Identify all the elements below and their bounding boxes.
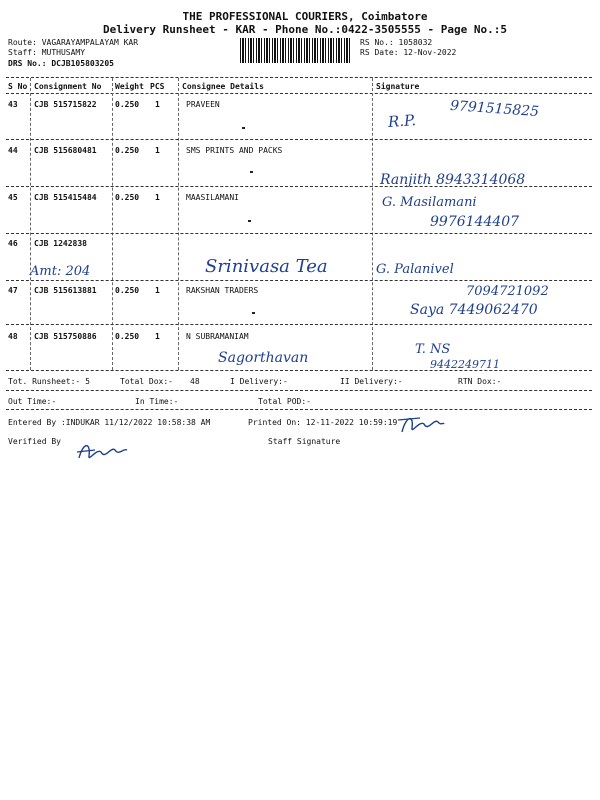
handwritten-phone: 7094721092 bbox=[466, 284, 549, 299]
pen-mark bbox=[248, 220, 251, 222]
staff-signature-scribble bbox=[396, 410, 446, 438]
handwritten-phone: 9976144407 bbox=[430, 214, 520, 230]
row-consignment: CJB 515613881 bbox=[34, 286, 97, 295]
handwritten-phone: 9791515825 bbox=[449, 97, 540, 121]
handwritten-signature: T. NS bbox=[415, 342, 451, 357]
out-time: Out Time:- bbox=[8, 397, 57, 406]
row-pcs: 1 bbox=[155, 193, 160, 202]
pen-mark bbox=[250, 171, 253, 173]
row-sno: 44 bbox=[8, 146, 18, 155]
pen-mark bbox=[252, 312, 255, 314]
row-consignment: CJB 515750886 bbox=[34, 332, 97, 341]
staff-label: Staff: MUTHUSAMY bbox=[8, 48, 86, 57]
col-divider bbox=[372, 78, 373, 370]
total-dox-label: Total Dox:- bbox=[120, 377, 173, 386]
row-consignee: SMS PRINTS AND PACKS bbox=[186, 146, 283, 155]
row-sno: 46 bbox=[8, 239, 18, 248]
total-pod: Total POD:- bbox=[258, 397, 311, 406]
tot-runsheet: Tot. Runsheet:- 5 bbox=[8, 377, 90, 386]
barcode bbox=[240, 38, 352, 63]
pen-mark bbox=[242, 127, 245, 129]
handwritten-signature: G. Masilamani bbox=[382, 195, 477, 210]
row-consignment: CJB 1242838 bbox=[34, 239, 87, 248]
drs-number: DRS No.: DCJB105803205 bbox=[8, 59, 114, 68]
col-divider bbox=[30, 78, 31, 370]
runsheet-title: Delivery Runsheet - KAR - Phone No.:0422-3505555 - Page No.:5 bbox=[103, 23, 507, 36]
handwritten-signature: G. Palanivel bbox=[376, 262, 454, 277]
handwritten-signature: Saya 7449062470 bbox=[410, 302, 538, 318]
table-bottom-rule bbox=[6, 370, 592, 371]
row-pcs: 1 bbox=[155, 100, 160, 109]
row-sno: 47 bbox=[8, 286, 18, 295]
handwritten-amount: Amt: 204 bbox=[30, 264, 91, 279]
rs-number: RS No.: 1058032 bbox=[360, 38, 433, 47]
verified-by: Verified By bbox=[8, 437, 61, 446]
row-sno: 48 bbox=[8, 332, 18, 341]
row-consignee: RAKSHAN TRADERS bbox=[186, 286, 259, 295]
row-weight: 0.250 bbox=[115, 286, 140, 295]
i-delivery: I Delivery:- bbox=[230, 377, 288, 386]
route-label: Route: VAGARAYAMPALAYAM KAR bbox=[8, 38, 139, 47]
row-consignee: MAASILAMANI bbox=[186, 193, 239, 202]
row-pcs: 1 bbox=[155, 146, 160, 155]
row-consignee: PRAVEEN bbox=[186, 100, 220, 109]
row-weight: 0.250 bbox=[115, 146, 140, 155]
entered-by: Entered By :INDUKAR 11/12/2022 10:58:38 AM bbox=[8, 418, 211, 427]
row-weight: 0.250 bbox=[115, 193, 140, 202]
row-rule bbox=[6, 139, 592, 140]
col-header-weight: Weight bbox=[115, 82, 144, 91]
row-pcs: 1 bbox=[155, 332, 160, 341]
handwritten-name: Srinivasa Tea bbox=[205, 256, 328, 277]
printed-on: Printed On: 12-11-2022 10:59:19 bbox=[248, 418, 398, 427]
row-pcs: 1 bbox=[155, 286, 160, 295]
col-header-consignee: Consignee Details bbox=[182, 82, 264, 91]
handwritten-signature: Sagorthavan bbox=[218, 350, 309, 366]
row-weight: 0.250 bbox=[115, 332, 140, 341]
col-header-consignment: Consignment No bbox=[34, 82, 102, 91]
row-consignment: CJB 515715822 bbox=[34, 100, 97, 109]
staff-signature-label: Staff Signature bbox=[268, 437, 341, 446]
handwritten-phone: 9442249711 bbox=[430, 358, 500, 371]
ii-delivery: II Delivery:- bbox=[340, 377, 403, 386]
rs-date: RS Date: 12-Nov-2022 bbox=[360, 48, 457, 57]
rtn-dox: RTN Dox:- bbox=[458, 377, 502, 386]
row-consignment: CJB 515680481 bbox=[34, 146, 97, 155]
col-divider bbox=[178, 78, 179, 370]
col-header-signature: Signature bbox=[376, 82, 420, 91]
footer-rule bbox=[6, 409, 592, 410]
company-title: THE PROFESSIONAL COURIERS, Coimbatore bbox=[182, 10, 428, 23]
row-consignee: N SUBRAMANIAM bbox=[186, 332, 249, 341]
handwritten-signature: Ranjith 8943314068 bbox=[380, 172, 526, 188]
verifier-signature-scribble bbox=[75, 438, 130, 466]
row-sno: 45 bbox=[8, 193, 18, 202]
row-consignment: CJB 515415484 bbox=[34, 193, 97, 202]
col-header-pcs: PCS bbox=[150, 82, 165, 91]
row-weight: 0.250 bbox=[115, 100, 140, 109]
handwritten-signature: R.P. bbox=[387, 111, 417, 131]
row-rule bbox=[6, 233, 592, 234]
row-rule bbox=[6, 324, 592, 325]
row-rule bbox=[6, 280, 592, 281]
col-header-sno: S No bbox=[8, 82, 28, 91]
row-sno: 43 bbox=[8, 100, 18, 109]
footer-rule bbox=[6, 390, 592, 391]
col-divider bbox=[112, 78, 113, 370]
in-time: In Time:- bbox=[135, 397, 179, 406]
table-header-rule bbox=[6, 93, 592, 94]
table-top-rule bbox=[6, 77, 592, 78]
total-dox-value: 48 bbox=[190, 377, 200, 386]
